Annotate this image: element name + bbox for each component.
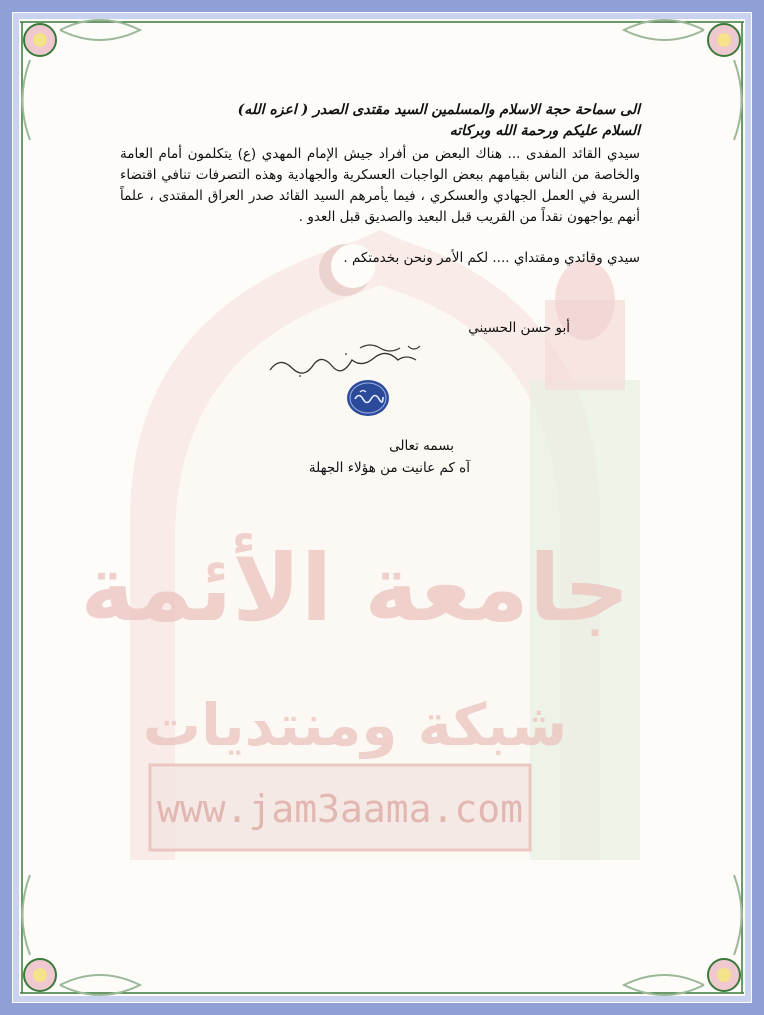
corner-flourish-bottom-left [23, 875, 141, 995]
reply-block [270, 438, 470, 476]
letter-paragraph: سيدي القائد المفدى ... هناك البعض من أفراد جيش الإمام المهدي (ع) يتكلمون أمام العامة والخاصة من الناس بقيامهم ببعض الواجبات العسكرية والجهادية وهذه التصرفات تنافي اقتضاء السرية في العمل الجهادي والعسكري ، فيما يأمرهم السيد القائد صدر العراق المقتدى ، علماً أنهم يواجهون نقداً من القريب قبل البعيد والصديق قبل العدو . [120, 146, 640, 225]
watermark-url: www.jam3aama.com [156, 787, 524, 831]
letter-body [120, 100, 640, 269]
seal-stamp [346, 378, 390, 418]
letter-closing: سيدي وقائدي ومقتداي .... لكم الأمر ونحن بخدمتكم . [343, 250, 640, 266]
signature-area [230, 320, 570, 380]
corner-flourish-bottom-right [624, 875, 742, 995]
reply-text: آه كم عانيت من هؤلاء الجهلة [308, 460, 470, 476]
watermark-title: جامعة الأئمة [80, 535, 630, 642]
signature-name: أبو حسن الحسيني [468, 320, 570, 336]
letter-greeting: السلام عليكم ورحمة الله وبركاته [449, 123, 640, 139]
handwritten-note [260, 340, 440, 380]
corner-flourish-top-right [624, 20, 742, 140]
watermark-subtitle: شبكة ومنتديات [142, 691, 568, 759]
letter-salutation: الى سماحة حجة الاسلام والمسلمين السيد مقتدى الصدر ( اعزه الله) [237, 102, 640, 118]
reply-invocation: بسمه تعالى [389, 438, 454, 454]
